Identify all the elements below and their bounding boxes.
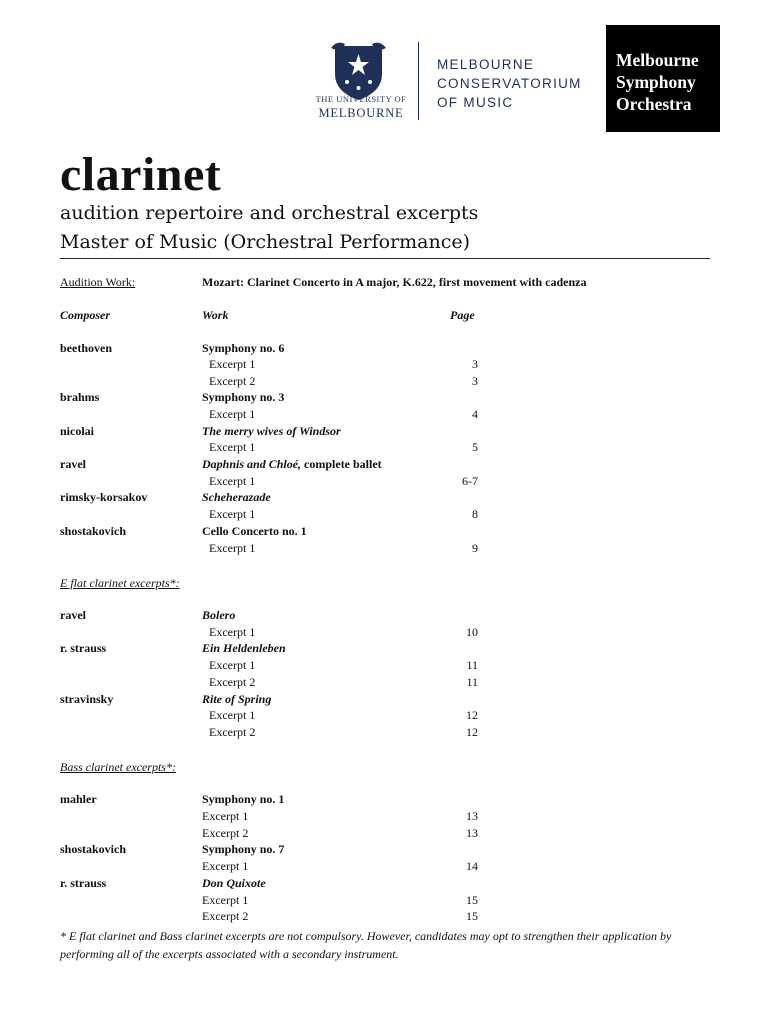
excerpt-label: Excerpt 2 (209, 675, 256, 689)
excerpt-label: Excerpt 2 (209, 374, 256, 388)
mso-line: Melbourne (616, 50, 699, 70)
page-number: 10 (466, 625, 478, 639)
excerpt-row (0, 707, 768, 724)
work-title (202, 691, 271, 708)
uom-line-1: THE UNIVERSITY OF (315, 94, 407, 104)
work-title (202, 523, 307, 540)
work-title-text: Scheherazade (202, 490, 271, 504)
work-title (202, 841, 284, 858)
footnote: * E flat clarinet and Bass clarinet excerpts are not compulsory. However, candidates may opt to strengthen their application by performing all of the excerpts associated with a secondary instrument. (60, 929, 672, 961)
excerpt-row (0, 373, 768, 390)
page-number: 12 (466, 708, 478, 722)
excerpt-label: Excerpt 2 (202, 909, 249, 923)
logo-divider (418, 42, 419, 120)
excerpt-row (0, 439, 768, 456)
page-number: 13 (466, 809, 478, 823)
subtitle-degree: Master of Music (Orchestral Performance) (60, 231, 471, 253)
composer-name: mahler (60, 792, 97, 806)
section-heading: E flat clarinet excerpts*: (60, 576, 180, 590)
composer-name: r. strauss (60, 641, 107, 655)
excerpt-label: Excerpt 2 (202, 826, 249, 840)
excerpt-label: Excerpt 1 (209, 440, 256, 454)
work-title (202, 791, 284, 808)
conservatorium-logo (437, 55, 582, 112)
composer-name: rimsky-korsakov (60, 490, 148, 504)
excerpt-row (0, 825, 768, 842)
work-title (202, 640, 286, 657)
excerpt-label: Excerpt 1 (209, 407, 256, 421)
header-page: Page (450, 308, 475, 322)
page-number: 15 (466, 893, 478, 907)
university-crest-icon (331, 40, 386, 102)
excerpt-row (0, 908, 768, 925)
work-row (0, 389, 768, 406)
work-title-text: Ein Heldenleben (202, 641, 286, 655)
composer-name: ravel (60, 608, 86, 622)
page-number: 8 (472, 507, 478, 521)
composer-name: beethoven (60, 341, 112, 355)
excerpt-label: Excerpt 1 (209, 541, 256, 555)
page-number: 9 (472, 541, 478, 555)
excerpt-row (0, 506, 768, 523)
excerpt-label: Excerpt 1 (209, 507, 256, 521)
work-row (0, 523, 768, 540)
mcm-line: MELBOURNE (437, 57, 535, 72)
work-row (0, 607, 768, 624)
work-row (0, 489, 768, 506)
excerpt-row (0, 540, 768, 557)
work-row (0, 691, 768, 708)
work-row (0, 841, 768, 858)
excerpt-label: Excerpt 1 (209, 474, 256, 488)
page-number: 11 (466, 658, 478, 672)
excerpt-row (0, 356, 768, 373)
work-title-text: Don Quixote (202, 876, 266, 890)
work-title-text: Symphony no. 7 (202, 842, 285, 856)
page-number: 13 (466, 826, 478, 840)
title-rule (60, 258, 710, 259)
excerpt-label: Excerpt 1 (209, 625, 256, 639)
work-title (202, 875, 266, 892)
work-row (0, 456, 768, 473)
excerpt-label: Excerpt 1 (209, 658, 256, 672)
excerpt-label: Excerpt 1 (202, 809, 249, 823)
header-composer: Composer (60, 308, 111, 322)
excerpt-row (0, 473, 768, 490)
excerpt-row (0, 657, 768, 674)
uom-line-2: MELBOURNE (318, 106, 404, 120)
audition-work-label: Audition Work: (60, 275, 136, 289)
mso-logo (606, 25, 720, 132)
work-title-text: Cello Concerto no. 1 (202, 524, 307, 538)
work-title (202, 456, 382, 473)
page-number: 3 (472, 357, 478, 371)
work-row (0, 791, 768, 808)
composer-name: shostakovich (60, 842, 127, 856)
mcm-line: CONSERVATORIUM (437, 76, 582, 91)
work-title-text: Symphony no. 1 (202, 792, 285, 806)
excerpt-label: Excerpt 1 (209, 357, 256, 371)
excerpt-label: Excerpt 1 (209, 708, 256, 722)
work-title-text: Symphony no. 6 (202, 341, 285, 355)
page-title: clarinet (60, 148, 222, 201)
excerpt-row (0, 624, 768, 641)
work-title-suffix: complete ballet (301, 457, 382, 471)
composer-name: brahms (60, 390, 100, 404)
mso-line: Orchestra (616, 94, 692, 114)
page-number: 5 (472, 440, 478, 454)
work-title-text: Daphnis and Chloé, (202, 457, 302, 471)
page-number: 15 (466, 909, 478, 923)
excerpt-row (0, 674, 768, 691)
page-number: 14 (466, 859, 478, 873)
page-number: 11 (466, 675, 478, 689)
composer-name: ravel (60, 457, 86, 471)
work-row (0, 640, 768, 657)
subtitle-repertoire: audition repertoire and orchestral excerpts (60, 202, 479, 224)
work-title (202, 389, 284, 406)
excerpt-row (0, 406, 768, 423)
composer-name: nicolai (60, 424, 95, 438)
page-number: 12 (466, 725, 478, 739)
excerpt-row (0, 724, 768, 741)
work-title-text: Rite of Spring (202, 692, 272, 706)
excerpt-row (0, 808, 768, 825)
excerpt-row (0, 858, 768, 875)
page-number: 3 (472, 374, 478, 388)
work-row (0, 423, 768, 440)
header-work: Work (202, 308, 229, 322)
audition-work-value: Mozart: Clarinet Concerto in A major, K.622, first movement with cadenza (202, 275, 587, 289)
page-number: 4 (472, 407, 478, 421)
section-heading: Bass clarinet excerpts*: (60, 760, 176, 774)
work-title-text: Symphony no. 3 (202, 390, 285, 404)
excerpt-label: Excerpt 1 (202, 893, 249, 907)
work-title (202, 340, 284, 357)
excerpt-row (0, 892, 768, 909)
excerpt-label: Excerpt 1 (202, 859, 249, 873)
composer-name: stravinsky (60, 692, 114, 706)
work-title-text: Bolero (202, 608, 236, 622)
page-number: 6-7 (462, 474, 478, 488)
composer-name: r. strauss (60, 876, 107, 890)
work-row (0, 340, 768, 357)
mso-line: Symphony (616, 72, 696, 92)
composer-name: shostakovich (60, 524, 127, 538)
mcm-line: OF MUSIC (437, 95, 514, 110)
work-row (0, 875, 768, 892)
work-title (202, 607, 235, 624)
work-title (202, 423, 341, 440)
work-title (202, 489, 271, 506)
excerpt-label: Excerpt 2 (209, 725, 256, 739)
work-title-text: The merry wives of Windsor (202, 424, 341, 438)
